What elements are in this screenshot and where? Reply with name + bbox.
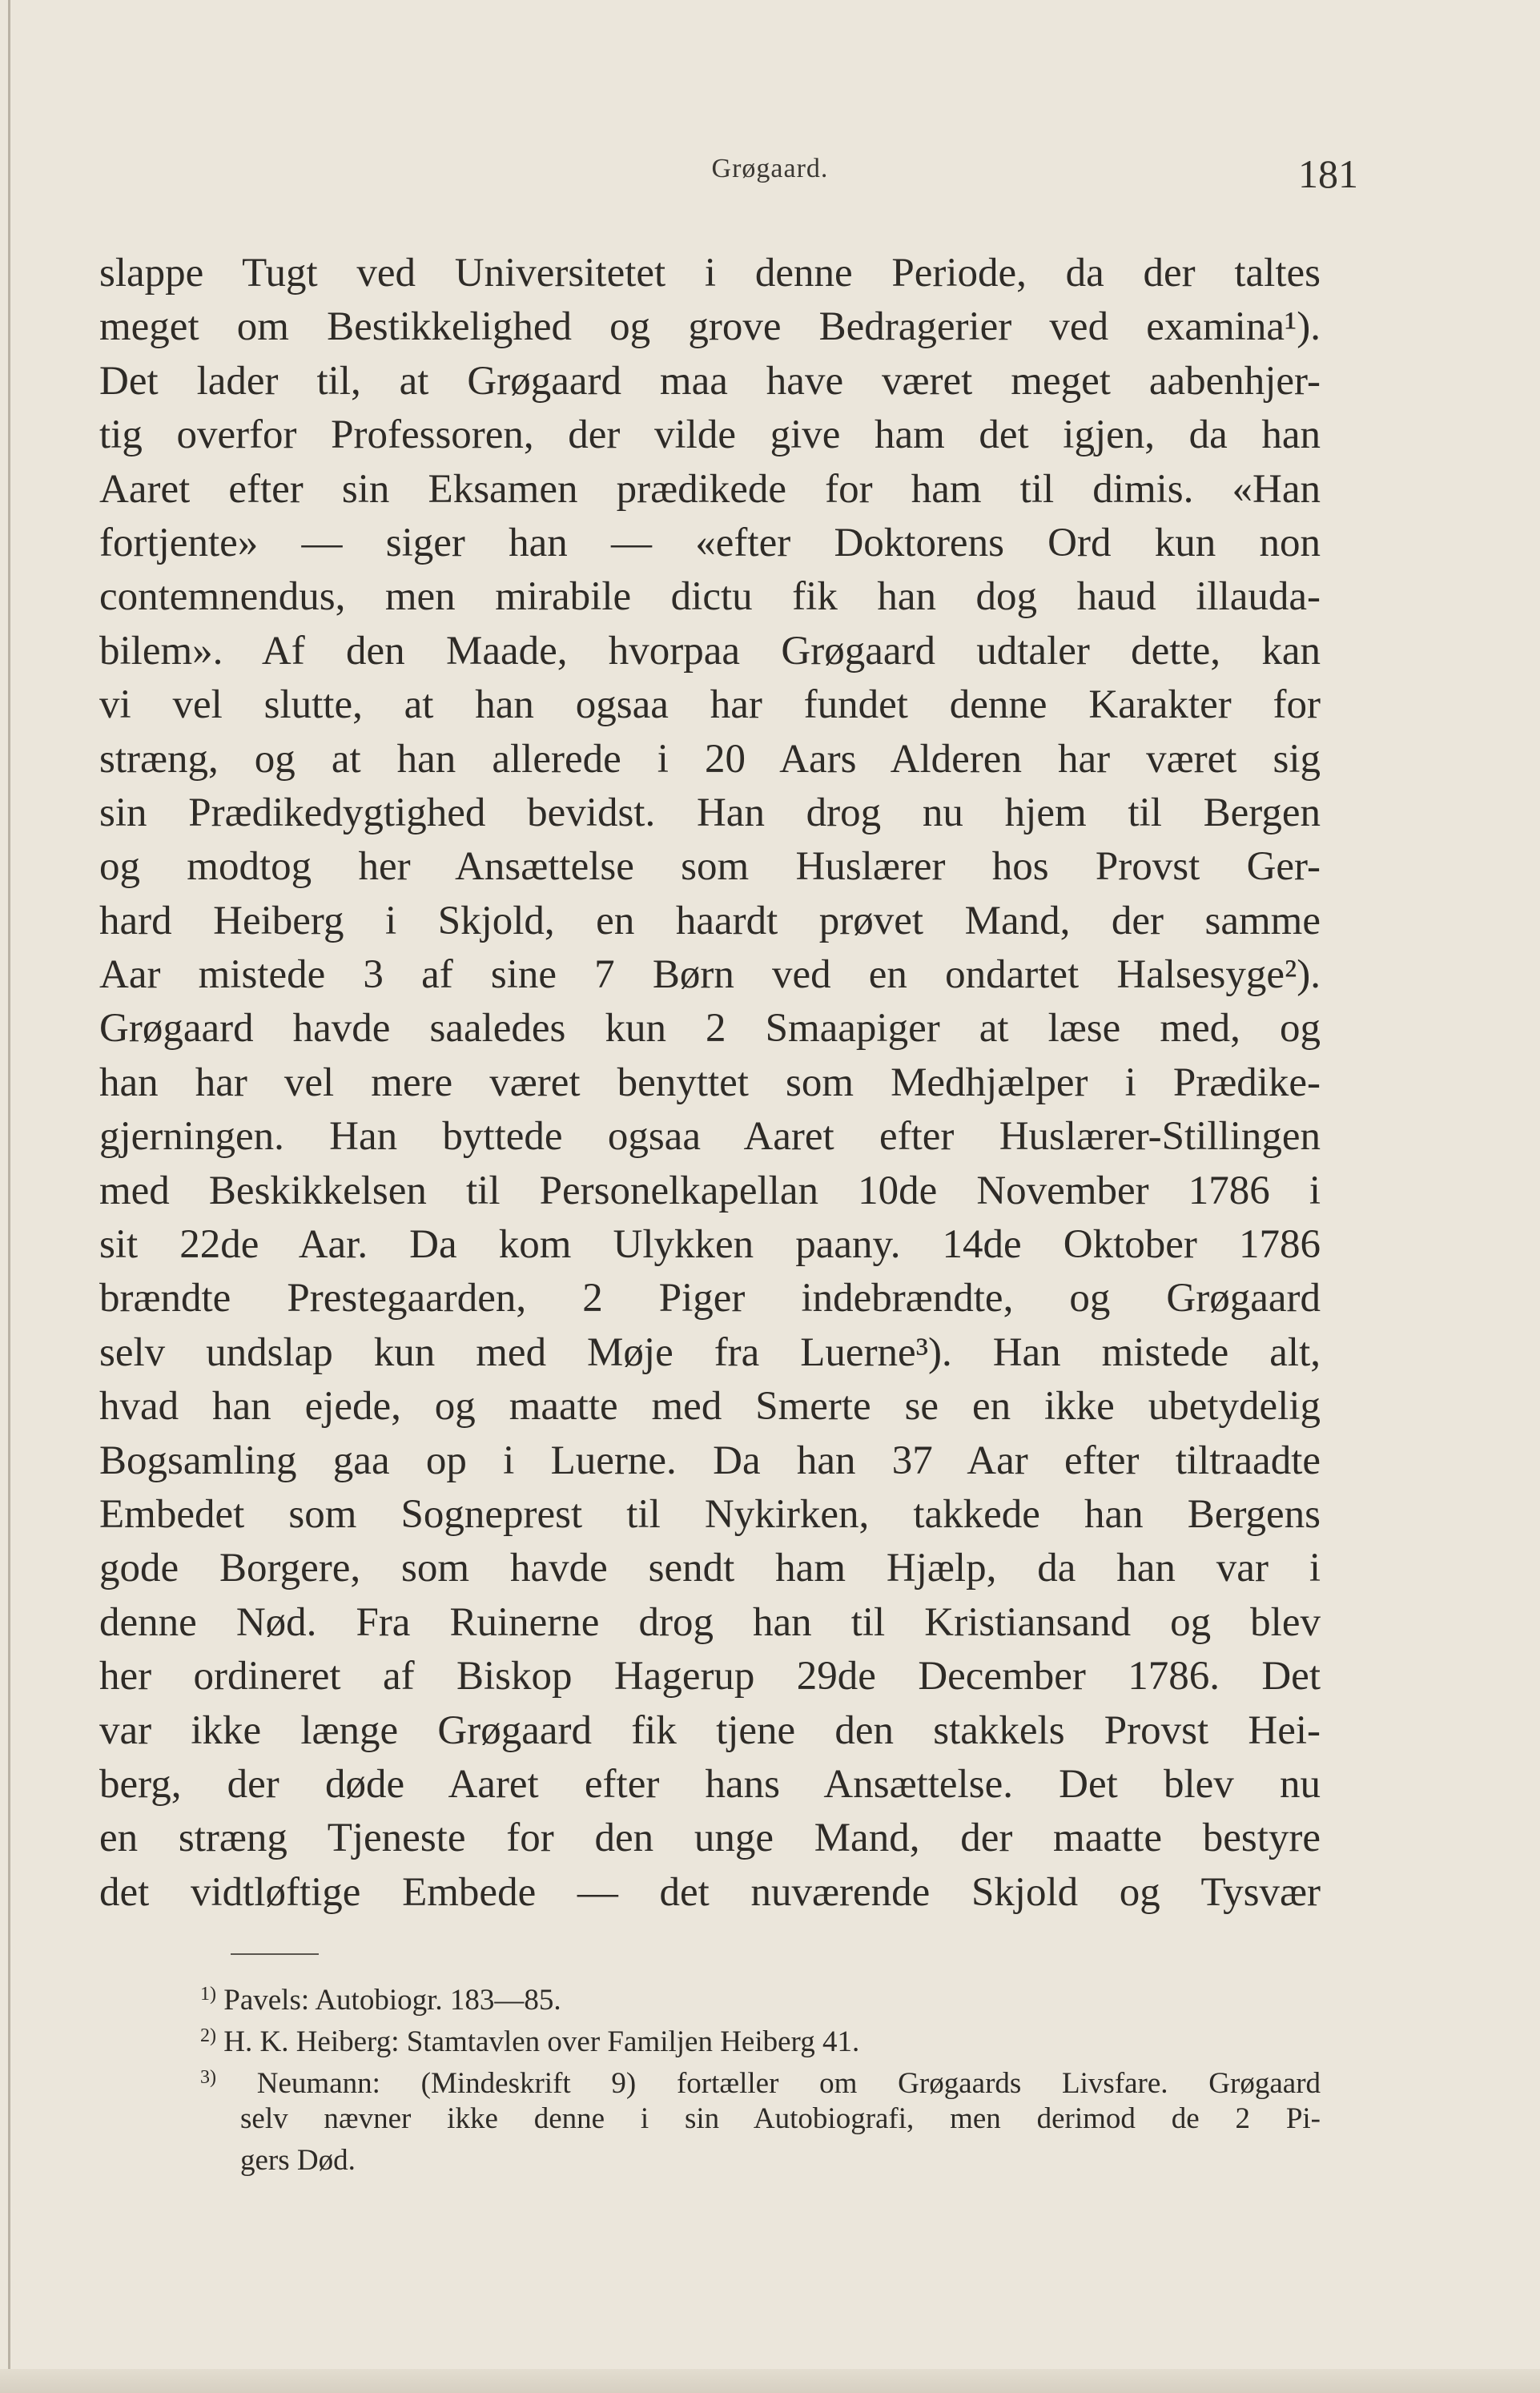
body-line: Aaret efter sin Eksamen prædikede for ham til dimis. «Han [99, 466, 1321, 512]
body-line: meget om Bestikkelighed og grove Bedragerier ved examina¹). [99, 304, 1321, 350]
body-line: sit 22de Aar. Da kom Ulykken paany. 14de Oktober 1786 [99, 1222, 1321, 1268]
footnote-text: Neumann: (Mindeskrift 9) fortæller om Grøgaards Livsfare. Grøgaard [256, 2067, 1321, 2100]
body-line: brændte Prestegaarden, 2 Piger indebrændte, og Grøgaard [99, 1276, 1321, 1321]
body-line: sin Prædikedygtighed bevidst. Han drog nu hjem til Bergen [99, 790, 1321, 835]
footnote-3-continuation: gers Død. [240, 2144, 356, 2177]
footnote-3-continuation: selv nævner ikke denne i sin Autobiografi, men derimod de 2 Pi- [240, 2102, 1321, 2135]
body-line: vi vel slutte, at han ogsaa har fundet denne Karakter for [99, 682, 1321, 728]
footnote-marker: 2) [200, 2025, 216, 2046]
body-line: var ikke længe Grøgaard fik tjene den stakkels Provst Hei- [99, 1707, 1321, 1753]
footnote-2 [200, 2015, 1321, 2057]
body-line: her ordineret af Biskop Hagerup 29de December 1786. Det [99, 1654, 1321, 1699]
body-line: contemnendus, men mirabile dictu fik han dog haud illauda- [99, 574, 1321, 620]
body-line: en stræng Tjeneste for den unge Mand, der maatte bestyre [99, 1816, 1321, 1861]
body-line: Grøgaard havde saaledes kun 2 Smaapiger at læse med, og [99, 1006, 1321, 1052]
body-line: med Beskikkelsen til Personelkapellan 10de November 1786 i [99, 1168, 1321, 1213]
running-title: Grøgaard. [711, 154, 829, 183]
footnote-divider [231, 1953, 319, 1955]
body-line: han har vel mere været benyttet som Medhjælper i Prædike- [99, 1060, 1321, 1105]
page-bottom-edge [0, 2369, 1540, 2393]
body-text [99, 247, 1321, 1920]
body-line: fortjente» — siger han — «efter Doktorens Ord kun non [99, 520, 1321, 565]
body-line: Bogsamling gaa op i Luerne. Da han 37 Aar efter tiltraadte [99, 1438, 1321, 1483]
footnote-1 [200, 1973, 1321, 2015]
footnote-marker: 1) [200, 1984, 216, 2005]
footnote-marker: 3) [200, 2067, 216, 2088]
body-line: selv undslap kun med Møje fra Luerne³). Han mistede alt, [99, 1329, 1321, 1375]
body-line: hvad han ejede, og maatte med Smerte se en ikke ubetydelig [99, 1384, 1321, 1430]
page-number: 181 [1298, 151, 1358, 196]
body-line: og modtog her Ansættelse som Huslærer hos Provst Ger- [99, 844, 1321, 890]
body-line: Embedet som Sogneprest til Nykirken, takkede han Bergens [99, 1491, 1321, 1537]
footnote-3 [200, 2057, 1321, 2098]
body-line: tig overfor Professoren, der vilde give ham det igjen, da han [99, 412, 1321, 458]
footnotes [200, 1973, 1321, 2182]
body-line: gjerningen. Han byttede ogsaa Aaret efter Huslærer-Stillingen [99, 1114, 1321, 1160]
page-gutter-edge [8, 0, 10, 2393]
body-line: slappe Tugt ved Universitetet i denne Periode, da der taltes [99, 251, 1321, 296]
body-line: Det lader til, at Grøgaard maa have været meget aabenhjer- [99, 358, 1321, 404]
body-line: berg, der døde Aaret efter hans Ansættelse. Det blev nu [99, 1761, 1321, 1807]
body-line: gode Borgere, som havde sendt ham Hjælp, da han var i [99, 1546, 1321, 1591]
footnote-text: Pavels: Autobiogr. 183—85. [223, 1984, 561, 2017]
body-line: denne Nød. Fra Ruinerne drog han til Kristiansand og blev [99, 1599, 1321, 1645]
body-line: stræng, og at han allerede i 20 Aars Alderen har været sig [99, 736, 1321, 782]
body-line: det vidtløftige Embede — det nuværende Skjold og Tysvær [99, 1869, 1321, 1915]
body-line: bilem». Af den Maade, hvorpaa Grøgaard udtaler dette, kan [99, 628, 1321, 674]
body-line: hard Heiberg i Skjold, en haardt prøvet Mand, der samme [99, 898, 1321, 943]
footnote-text: H. K. Heiberg: Stamtavlen over Familjen Heiberg 41. [223, 2025, 860, 2058]
body-line: Aar mistede 3 af sine 7 Børn ved en ondartet Halsesyge²). [99, 952, 1321, 998]
